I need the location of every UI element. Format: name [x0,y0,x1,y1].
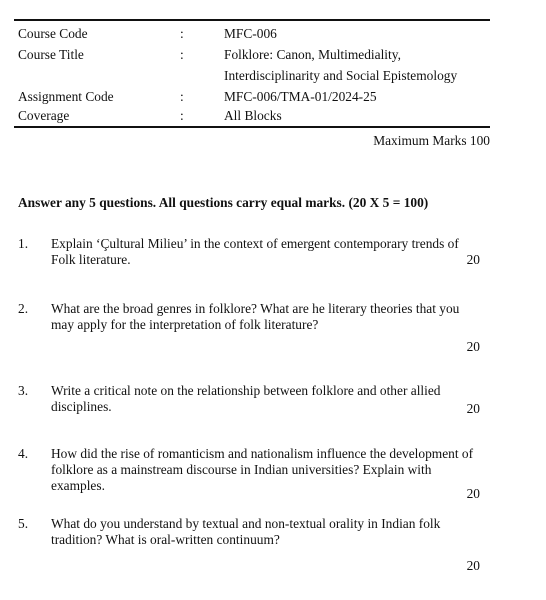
info-colon: : [180,89,184,104]
question-marks: 20 [466,339,480,354]
question-line: folklore as a mainstream discourse in Indian universities? Explain with [51,462,432,477]
info-value: Folklore: Canon, Multimediality, [224,47,401,62]
maximum-marks: Maximum Marks 100 [373,133,490,148]
question-number: 4. [18,446,29,461]
question-line: Explain ‘Çultural Milieu’ in the context of emergent contemporary trends of [51,236,459,251]
question-marks: 20 [466,558,480,573]
question-number: 5. [18,516,29,531]
question-text [51,516,490,548]
question-line: What do you understand by textual and non-textual orality in Indian folk [51,516,441,531]
question-marks: 20 [466,486,480,501]
info-label: Coverage [18,108,70,123]
info-value: MFC-006/TMA-01/2024-25 [224,89,377,104]
question-line: may apply for the interpretation of folk literature? [51,317,319,332]
question-number: 1. [18,236,29,251]
question-line: Write a critical note on the relationship between folklore and other allied [51,383,441,398]
question-marks: 20 [466,252,480,267]
info-value: MFC-006 [224,26,277,41]
question-text [51,446,490,494]
question-line: Folk literature. [51,252,131,267]
info-value: All Blocks [224,108,282,123]
question-line: What are the broad genres in folklore? What are he literary theories that you [51,301,460,316]
bottom-rule [14,126,490,128]
instructions-heading: Answer any 5 questions. All questions carry equal marks. (20 X 5 = 100) [18,195,429,210]
question-text [51,383,490,415]
question-line: disciplines. [51,399,112,414]
question-line: examples. [51,478,105,493]
info-label: Course Title [18,47,84,62]
question-number: 3. [18,383,29,398]
question-line: tradition? What is oral-written continuum? [51,532,280,547]
info-label: Course Code [18,26,88,41]
top-rule [14,19,490,21]
info-label: Assignment Code [18,89,114,104]
question-line: How did the rise of romanticism and nationalism influence the development of [51,446,474,461]
question-text [51,301,490,333]
info-colon: : [180,47,184,62]
question-text [51,236,490,268]
question-number: 2. [18,301,29,316]
info-value: Interdisciplinarity and Social Epistemology [224,68,458,83]
question-marks: 20 [466,401,480,416]
info-colon: : [180,26,184,41]
info-colon: : [180,108,184,123]
